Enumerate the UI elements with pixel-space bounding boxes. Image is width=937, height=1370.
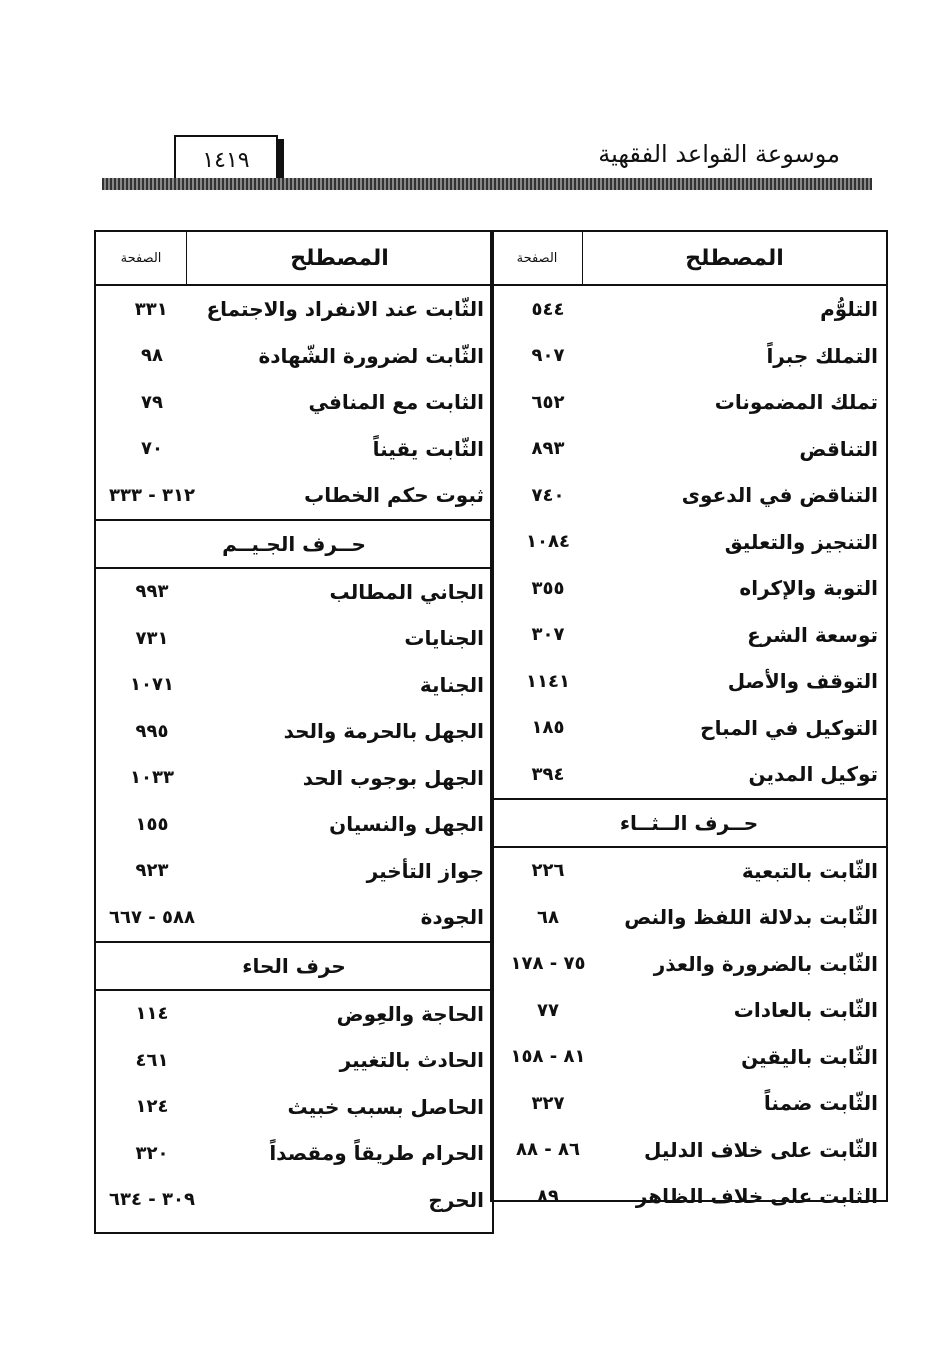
index-entry [492,612,886,659]
entry-page: ٣١٢ - ٣٣٣ [109,484,195,506]
index-entry [96,1130,492,1177]
entry-page: ٣٥٥ [531,577,565,599]
entry-page: ٧٠ [141,438,163,460]
entry-page: ٣٣١ [134,298,168,320]
index-entry [96,426,492,473]
entry-page: ١٢٤ [135,1096,169,1118]
index-entry [96,379,492,426]
page-number: ١٤١٩ [174,135,278,185]
index-entry [96,894,492,941]
entry-term: الثّابت بالعادات [733,998,878,1023]
index-entry [492,565,886,612]
entry-term: التلوُّم [820,297,878,322]
entry-term: ثبوت حكم الخطاب [304,483,484,508]
index-entry [96,1037,492,1084]
index-entry [96,848,492,895]
entry-page: ٤٦١ [135,1049,169,1071]
entry-page: ٣٠٩ - ٦٣٤ [109,1189,195,1211]
index-entry [492,1034,886,1081]
index-entry [492,987,886,1034]
entry-term: الحادث بالتغيير [339,1048,484,1073]
entry-term: الحاجة والعِوض [336,1001,484,1026]
entry-term: الحاصل بسبب خبيث [287,1094,484,1119]
entry-term: الثّابت يقيناً [372,436,484,461]
book-title: موسوعة القواعد الفقهية [598,140,840,168]
index-entry [492,519,886,566]
entry-page: ١٥٥ [135,813,169,835]
entry-page: ٩٠٧ [531,345,565,367]
entry-term: الحرج [428,1187,484,1212]
entry-list [492,286,886,798]
entry-page: ٣٢٧ [531,1092,565,1114]
index-entry [492,426,886,473]
entry-term: الجنايات [404,626,484,651]
index-entry [96,662,492,709]
index-entry [96,1177,492,1224]
entry-list [96,569,492,941]
entry-page: ١٠٧١ [130,674,174,696]
index-entry [96,615,492,662]
index-entry [96,801,492,848]
entry-page: ١١٤ [135,1003,169,1025]
index-entry [96,991,492,1038]
column-header [96,232,492,286]
index-entry [96,333,492,380]
left-column [94,230,494,1234]
header-rule [102,178,872,190]
header-page: الصفحة [516,250,558,266]
entry-list [96,286,492,519]
header-term: المصطلح [186,232,492,284]
entry-term: الثابت على خلاف الظاهر [635,1184,878,1209]
index-entry [492,1127,886,1174]
entry-list [96,991,492,1224]
entry-page: ٩٩٣ [135,581,169,603]
index-entry [96,755,492,802]
right-column [490,230,888,1209]
index-entry [492,894,886,941]
entry-page: ٩٩٥ [135,720,169,742]
entry-term: تملك المضمونات [714,390,878,415]
index-entry [492,286,886,333]
entry-page: ١١٤١ [526,670,570,692]
section-heading: حرف الحاء [96,941,492,991]
entry-page: ٢٢٦ [531,860,565,882]
entry-term: توكيل المدين [748,762,878,787]
section-heading: حــرف الــثــاء [492,798,886,848]
index-entry [96,472,492,519]
entry-page: ١٠٣٣ [130,767,174,789]
entry-term: التوبة والإكراه [739,576,878,601]
header-page: الصفحة [120,250,162,266]
header-term: المصطلح [582,232,886,284]
entry-page: ٣٢٠ [135,1142,169,1164]
entry-term: الجهل والنسيان [329,812,484,837]
index-entry [492,848,886,895]
index-entry [96,569,492,616]
entry-term: الجناية [419,672,484,697]
entry-list [492,848,886,1220]
entry-page: ٧٥ - ١٧٨ [510,953,586,975]
entry-term: الجودة [420,905,484,930]
entry-term: الثّابت بالضرورة والعذر [653,951,878,976]
entry-term: التملك جبراً [766,343,878,368]
entry-term: توسعة الشرع [747,622,878,647]
index-entry [492,751,886,798]
index-entry [492,333,886,380]
entry-term: الثّابت ضمناً [763,1091,878,1116]
entry-term: التناقض [799,436,878,461]
entry-page: ٣٩٤ [531,763,565,785]
entry-term: الثّابت عند الانفراد والاجتماع [206,297,484,322]
entry-page: ٧٧ [537,999,559,1021]
entry-term: التوقف والأصل [727,669,878,694]
index-entry [96,1084,492,1131]
entry-page: ٨٩٣ [531,438,565,460]
entry-page: ٥٤٤ [531,298,565,320]
index-entry [96,708,492,755]
index-entry [492,1173,886,1220]
entry-page: ٩٨ [141,345,163,367]
index-entry [492,658,886,705]
entry-page: ١٨٥ [531,717,565,739]
entry-page: ٨١ - ١٥٨ [510,1046,586,1068]
entry-page: ٧٤٠ [531,484,565,506]
entry-term: الثّابت لضرورة الشّهادة [258,343,484,368]
section-heading: حــرف الجـيــم [96,519,492,569]
entry-term: الثّابت على خلاف الدليل [644,1137,878,1162]
entry-term: الثابت مع المنافي [308,390,484,415]
index-entry [492,472,886,519]
entry-page: ٧٩ [141,391,163,413]
entry-page: ١٠٨٤ [526,531,570,553]
entry-term: الثّابت باليقين [741,1044,878,1069]
entry-page: ٥٨٨ - ٦٦٧ [109,906,195,928]
entry-term: الثّابت بالتبعية [741,858,878,883]
entry-term: الحرام طريقاً ومقصداً [269,1141,484,1166]
entry-page: ٣٠٧ [531,624,565,646]
entry-page: ٨٦ - ٨٨ [516,1139,580,1161]
entry-term: التوكيل في المباح [700,715,878,740]
column-header [492,232,886,286]
entry-term: جواز التأخير [366,858,484,883]
entry-term: التناقض في الدعوى [681,483,878,508]
entry-term: الجهل بوجوب الحد [302,765,484,790]
entry-term: الجاني المطالب [329,579,484,604]
index-entry [492,941,886,988]
entry-page: ٩٢٣ [135,860,169,882]
entry-term: الجهل بالحرمة والحد [283,719,484,744]
index-entry [492,379,886,426]
entry-term: التنجيز والتعليق [724,529,878,554]
index-entry [492,705,886,752]
entry-page: ٦٥٢ [531,391,565,413]
index-entry [492,1080,886,1127]
entry-page: ٦٨ [537,906,559,928]
entry-page: ٨٩ [537,1185,559,1207]
index-entry [96,286,492,333]
entry-term: الثّابت بدلالة اللفظ والنص [624,905,878,930]
entry-page: ٧٣١ [135,627,169,649]
